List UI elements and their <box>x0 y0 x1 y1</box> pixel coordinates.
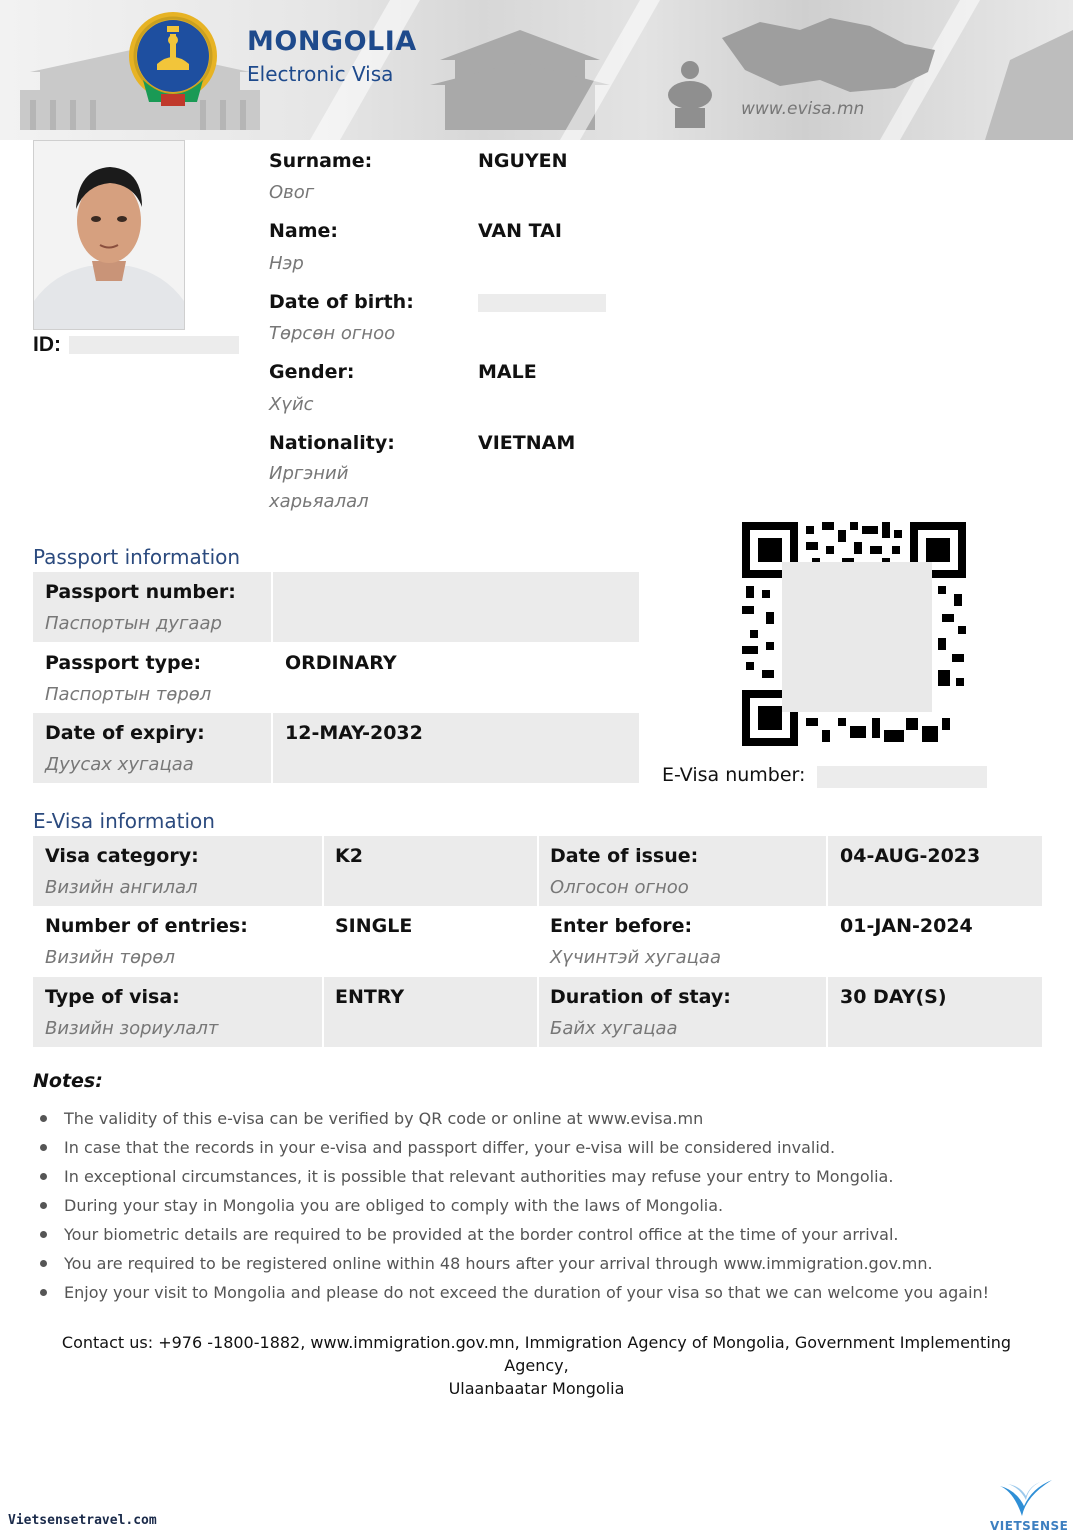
column-divider <box>271 572 273 642</box>
contact-line-1: Contact us: +976 -1800-1882, www.immigration.gov.mn, Immigration Agency of Mongolia, Government Implementing Agency, <box>61 1333 1012 1375</box>
bullet-icon <box>40 1173 47 1180</box>
gender-sublabel: Хүйс <box>269 394 314 415</box>
list-item <box>40 1191 1050 1220</box>
list-item <box>40 1104 1050 1133</box>
column-divider <box>537 836 539 906</box>
gender-value: MALE <box>478 361 537 383</box>
nationality-label: Nationality: <box>269 432 395 454</box>
expiry-value: 12-MAY-2032 <box>285 722 423 744</box>
surname-value: NGUYEN <box>478 150 568 172</box>
enter-before-value: 01-JAN-2024 <box>840 915 973 937</box>
contact-info <box>30 1331 1043 1400</box>
enter-before-label: Enter before: <box>550 915 693 937</box>
passport-type-label: Passport type: <box>45 652 202 674</box>
expiry-sublabel: Дуусах хугацаа <box>45 754 194 775</box>
notes-list <box>40 1104 1050 1307</box>
bullet-icon <box>40 1115 47 1122</box>
passport-number-sublabel: Паспортын дугаар <box>45 613 222 634</box>
column-divider <box>826 977 828 1047</box>
column-divider <box>322 977 324 1047</box>
date-of-issue-label: Date of issue: <box>550 845 699 867</box>
date-of-issue-sublabel: Олгосон огноо <box>550 877 689 898</box>
note-text: You are required to be registered online within 48 hours after your arrival through www.immigration.gov.mn. <box>64 1254 933 1273</box>
contact-line-2: Ulaanbaatar Mongolia <box>448 1379 625 1398</box>
qr-code <box>742 522 966 746</box>
dob-label: Date of birth: <box>269 291 414 313</box>
passport-type-sublabel: Паспортын төрөл <box>45 684 212 705</box>
gender-label: Gender: <box>269 361 355 383</box>
website-watermark: www.evisa.mn <box>741 99 865 119</box>
visa-category-sublabel: Визийн ангилал <box>45 877 198 898</box>
list-item <box>40 1249 1050 1278</box>
passport-type-value: ORDINARY <box>285 652 397 674</box>
vietsense-logo-icon <box>996 1478 1054 1520</box>
list-item <box>40 1133 1050 1162</box>
type-of-visa-label: Type of visa: <box>45 986 180 1008</box>
header-banner <box>0 0 1073 140</box>
bullet-icon <box>40 1231 47 1238</box>
duration-of-stay-label: Duration of stay: <box>550 986 731 1008</box>
number-of-entries-label: Number of entries: <box>45 915 248 937</box>
visa-subtitle: Electronic Visa <box>247 62 394 86</box>
surname-sublabel: Овог <box>269 182 315 203</box>
column-divider <box>271 713 273 783</box>
name-label: Name: <box>269 220 339 242</box>
duration-of-stay-sublabel: Байх хугацаа <box>550 1018 678 1039</box>
list-item <box>40 1278 1050 1307</box>
mongolia-emblem-icon <box>127 10 219 110</box>
note-text: In case that the records in your e-visa and passport differ, your e-visa will be considered invalid. <box>64 1138 836 1157</box>
bullet-icon <box>40 1289 47 1296</box>
evisa-number-label: E-Visa number: <box>662 764 806 786</box>
name-value: VAN TAI <box>478 220 562 242</box>
bullet-icon <box>40 1202 47 1209</box>
note-text: Your biometric details are required to be provided at the border control office at the time of your arrival. <box>64 1225 899 1244</box>
column-divider <box>826 836 828 906</box>
duration-of-stay-value: 30 DAY(S) <box>840 986 947 1008</box>
type-of-visa-value: ENTRY <box>335 986 405 1008</box>
date-of-issue-value: 04-AUG-2023 <box>840 845 981 867</box>
id-value-redacted <box>69 336 239 354</box>
dob-sublabel: Төрсөн огноо <box>269 323 396 344</box>
column-divider <box>322 836 324 906</box>
expiry-label: Date of expiry: <box>45 722 205 744</box>
passport-number-label: Passport number: <box>45 581 236 603</box>
note-text: The validity of this e-visa can be verified by QR code or online at www.evisa.mn <box>64 1109 704 1128</box>
bullet-icon <box>40 1144 47 1151</box>
dob-value-redacted <box>478 294 606 312</box>
list-item <box>40 1162 1050 1191</box>
note-text: In exceptional circumstances, it is possible that relevant authorities may refuse your entry to Mongolia. <box>64 1167 894 1186</box>
note-text: Enjoy your visit to Mongolia and please do not exceed the duration of your visa so that we can welcome you again! <box>64 1283 990 1302</box>
visa-category-label: Visa category: <box>45 845 199 867</box>
evisa-section-heading: E-Visa information <box>33 809 215 833</box>
evisa-number-redacted <box>817 766 987 788</box>
note-text: During your stay in Mongolia you are obliged to comply with the laws of Mongolia. <box>64 1196 724 1215</box>
notes-title: Notes: <box>33 1070 103 1092</box>
nationality-sublabel: Иргэний харьяалал <box>269 463 369 512</box>
portrait-image <box>34 141 184 329</box>
name-sublabel: Нэр <box>269 253 304 274</box>
list-item <box>40 1220 1050 1249</box>
passport-section-heading: Passport information <box>33 545 241 569</box>
bullet-icon <box>40 1260 47 1267</box>
footer-website: Vietsensetravel.com <box>8 1513 157 1528</box>
surname-label: Surname: <box>269 150 373 172</box>
number-of-entries-sublabel: Визийн төрөл <box>45 947 175 968</box>
column-divider <box>537 977 539 1047</box>
number-of-entries-value: SINGLE <box>335 915 413 937</box>
footer-brand: VIETSENSE <box>990 1519 1069 1533</box>
visa-category-value: K2 <box>335 845 363 867</box>
applicant-photo <box>33 140 185 330</box>
country-title: MONGOLIA <box>247 26 417 57</box>
id-label: ID: <box>33 333 61 356</box>
enter-before-sublabel: Хүчинтэй хугацаа <box>550 947 721 968</box>
type-of-visa-sublabel: Визийн зориулалт <box>45 1018 219 1039</box>
nationality-value: VIETNAM <box>478 432 576 454</box>
